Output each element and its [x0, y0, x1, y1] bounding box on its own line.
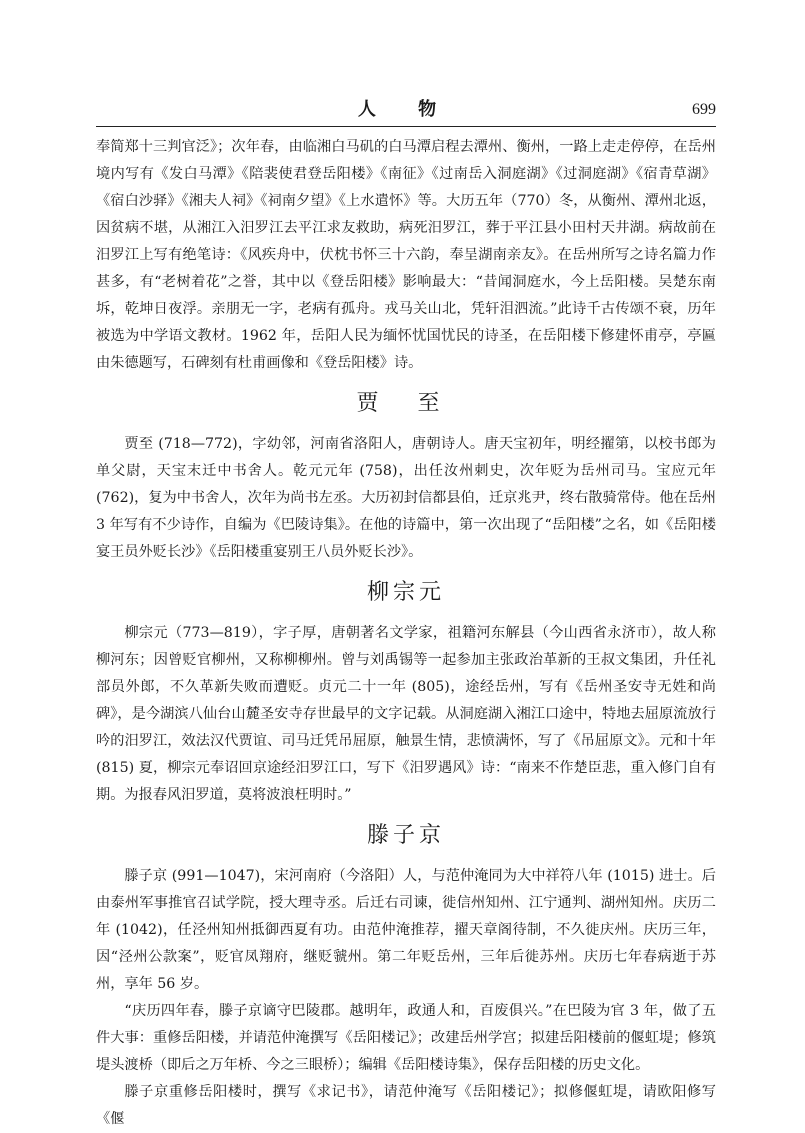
section-title-jia-zhi: 贾 至: [356, 391, 456, 416]
jia-zhi-paragraph: 贾至 (718—772)，字幼邻，河南省洛阳人，唐朝诗人。唐天宝初年，明经擢第，以校书郎为单父尉，天宝末迁中书舍人。乾元元年 (758)，出任汝州刺史，次年贬为岳州司马。宝应元年 (762)，复为中书舍人，次年为尚书左丞。大历初封信都县伯，迁京兆尹，终右散骑常侍。他在岳州 3 年写有不少诗作，自编为《巴陵诗集》。在他的诗篇中，第一次出现了“岳阳楼”之名，如《岳阳楼宴王员外贬长沙》《岳阳楼重宴别王八员外贬长沙》。: [96, 436, 716, 560]
section-title-teng-zijing: 滕子京: [366, 823, 445, 848]
section-title-liu-zongyuan: 柳宗元: [366, 580, 445, 605]
teng-zijing-paragraph-3: 滕子京重修岳阳楼时，撰写《求记书》，请范仲淹写《岳阳楼记》；拟修偃虹堤，请欧阳修写《偃: [96, 1084, 716, 1127]
running-header: [96, 98, 716, 126]
page-content: [96, 134, 716, 1133]
liu-zongyuan-paragraph: 柳宗元（773—819），字子厚，唐朝著名文学家，祖籍河东解县（今山西省永济市），故人称柳河东；因曾贬官柳州，又称柳柳州。曾与刘禹锡等一起参加主张政治革新的王叔文集团，升任礼部员外郎，不久革新失败而遭贬。贞元二十一年 (805)，途经岳州，写有《岳州圣安寺无姓和尚碑》，是今湖滨八仙台山麓圣安寺存世最早的文字记载。从洞庭湖入湘江口途中，特地去屈原流放行吟的汨罗江，效法汉代贾谊、司马迁凭吊屈原，触景生情，悲愤满怀，写了《吊屈原文》。元和十年 (815) 夏，柳宗元奉诏回京途经汨罗江口，写下《汨罗遇风》诗：“南来不作楚臣悲，重入修门自有期。为报春风汨罗道，莫将波浪枉明时。”: [96, 625, 716, 803]
teng-zijing-paragraph-1: 滕子京 (991—1047)，宋河南府（今洛阳）人，与范仲淹同为大中祥符八年 (1015) 进士。后由泰州军事推官召试学院，授大理寺丞。后迁右司谏，徙信州知州、江宁通判、湖州知州。庆历二年 (1042)，任泾州知州抵御西夏有功。由范仲淹推荐，擢天章阁待制，不久徙庆州。庆历三年，因“泾州公款案”，贬官凤翔府，继贬虢州。第二年贬岳州，三年后徙苏州。庆历七年春病逝于苏州，享年 56 岁。: [96, 868, 716, 992]
header-title: 人 物: [357, 99, 455, 120]
teng-zijing-paragraph-2: “庆历四年春，滕子京谪守巴陵郡。越明年，政通人和，百废俱兴。”在巴陵为官 3 年，做了五件大事：重修岳阳楼，并请范仲淹撰写《岳阳楼记》；改建岳州学宫；拟建岳阳楼前的偃虹堤；修筑堤头渡桥（即后之万年桥、今之三眼桥）；编辑《岳阳楼诗集》，保存岳阳楼的历史文化。: [96, 1003, 716, 1073]
du-fu-continuation-paragraph: 奉简郑十三判官泛》；次年春，由临湘白马矶的白马潭启程去潭州、衡州，一路上走走停停，在岳州境内写有《发白马潭》《陪裴使君登岳阳楼》《南征》《过南岳入洞庭湖》《过洞庭湖》《宿青草湖》《宿白沙驿》《湘夫人祠》《祠南夕望》《上水遣怀》等。大历五年（770）冬，从衡州、潭州北返，因贫病不堪，从湘江入汨罗江去平江求友救助，病死汨罗江，葬于平江县小田村天井湖。病故前在汨罗江上写有绝笔诗：《风疾舟中，伏枕书怀三十六韵，奉呈湖南亲友》。在岳州所写之诗名篇力作甚多，有“老树着花”之誉，其中以《登岳阳楼》影响最大：“昔闻洞庭水，今上岳阳楼。吴楚东南坼，乾坤日夜浮。亲朋无一字，老病有孤舟。戎马关山北，凭轩泪泗流。”此诗千古传颂不衰，历年被选为中学语文教材。1962 年，岳阳人民为缅怀忧国忧民的诗圣，在岳阳楼下修建怀甫亭，亭匾由朱德题写，石碑刻有杜甫画像和《登岳阳楼》诗。: [96, 139, 716, 371]
page-number: 699: [692, 101, 716, 118]
header-rule: [96, 126, 716, 127]
